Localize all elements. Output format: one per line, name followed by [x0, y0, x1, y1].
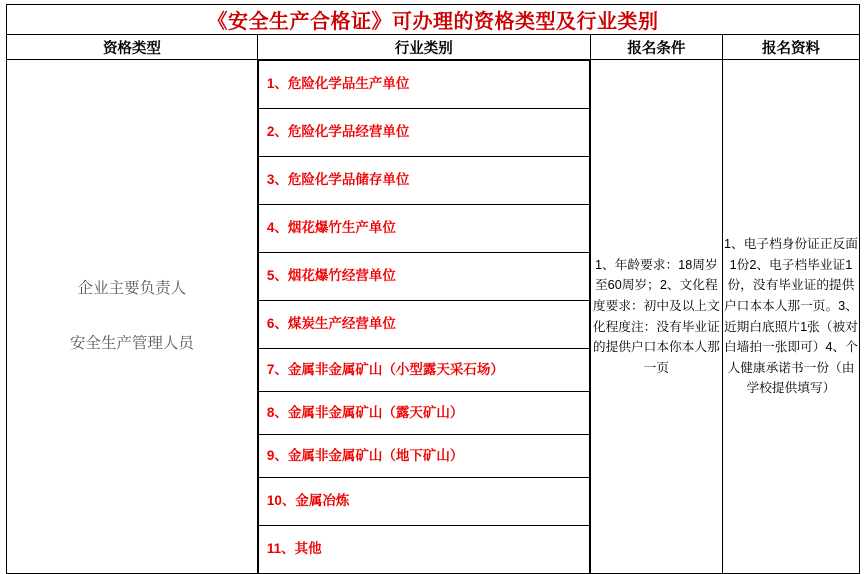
category-item-0: 企业主要负责人: [77, 280, 187, 298]
list-item: [258, 301, 589, 349]
industry-item-10: 11、其他: [258, 526, 589, 574]
list-item: [258, 109, 589, 157]
industry-item-0: 1、危险化学品生产单位: [258, 61, 589, 109]
column-header-materials: 报名资料: [722, 35, 859, 60]
category-spacer: [7, 310, 257, 324]
column-header-category: 资格类型: [7, 35, 258, 60]
page-title: 《安全生产合格证》可办理的资格类型及行业类别: [7, 5, 860, 35]
industry-cell: [257, 60, 590, 574]
industry-item-3: 4、烟花爆竹生产单位: [258, 205, 589, 253]
document-page: [0, 4, 868, 557]
industry-item-2: 3、危险化学品储存单位: [258, 157, 589, 205]
list-item: [258, 253, 589, 301]
table-body-row: [7, 60, 860, 574]
industry-item-7: 8、金属非金属矿山（露天矿山）: [258, 392, 589, 435]
column-header-conditions: 报名条件: [590, 35, 722, 60]
qualification-table: [6, 4, 860, 574]
list-item: [258, 349, 589, 392]
industry-item-6: 7、金属非金属矿山（小型露天采石场）: [258, 349, 589, 392]
column-header-industry: 行业类别: [257, 35, 590, 60]
list-item: [258, 435, 589, 478]
category-cell: [7, 60, 258, 574]
industry-item-5: 6、煤炭生产经营单位: [258, 301, 589, 349]
list-item: [258, 157, 589, 205]
table-title-row: [7, 5, 860, 35]
industry-item-4: 5、烟花爆竹经营单位: [258, 253, 589, 301]
table-header-row: [7, 35, 860, 60]
list-item: [258, 205, 589, 253]
industry-item-9: 10、金属冶炼: [258, 478, 589, 526]
list-item: [258, 478, 589, 526]
category-item-1: 安全生产管理人员: [69, 334, 194, 352]
list-item: [258, 526, 589, 574]
list-item: [258, 61, 589, 109]
industry-item-1: 2、危险化学品经营单位: [258, 109, 589, 157]
industry-list: [258, 60, 590, 573]
conditions-cell: 1、年龄要求：18周岁至60周岁；2、文化程度要求：初中及以上文化程度注：没有毕业证的提供户口本你本人那一页: [590, 60, 722, 574]
list-item: [258, 392, 589, 435]
industry-item-8: 9、金属非金属矿山（地下矿山）: [258, 435, 589, 478]
materials-cell: 1、电子档身份证正反面1份2、电子档毕业证1份，没有毕业证的提供户口本本人那一页。3、近期白底照片1张（被对白墙拍一张即可）4、个人健康承诺书一份（由学校提供填写）: [722, 60, 859, 574]
